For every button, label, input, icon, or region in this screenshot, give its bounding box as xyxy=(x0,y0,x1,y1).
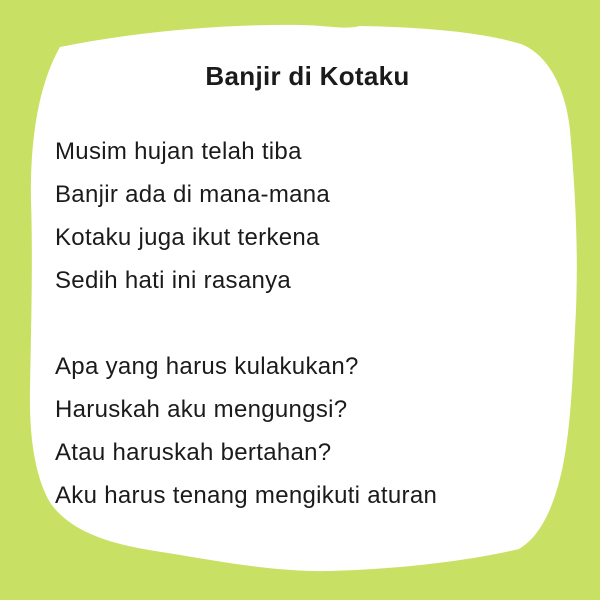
poem-line: Apa yang harus kulakukan? xyxy=(55,353,359,380)
poem-line: Haruskah aku mengungsi? xyxy=(55,396,348,423)
poem-title: Banjir di Kotaku xyxy=(205,61,410,91)
poem-line: Aku harus tenang mengikuti aturan xyxy=(55,482,438,509)
poem-line: Kotaku juga ikut terkena xyxy=(55,224,320,251)
poem-card-content xyxy=(55,60,560,517)
poem-line: Musim hujan telah tiba xyxy=(55,138,302,165)
poem-line: Atau haruskah bertahan? xyxy=(55,439,332,466)
poem-line: Sedih hati ini rasanya xyxy=(55,267,292,294)
poem-line: Banjir ada di mana-mana xyxy=(55,181,331,208)
poem-stanza-2 xyxy=(55,345,560,517)
poem-stanza-1 xyxy=(55,130,560,302)
